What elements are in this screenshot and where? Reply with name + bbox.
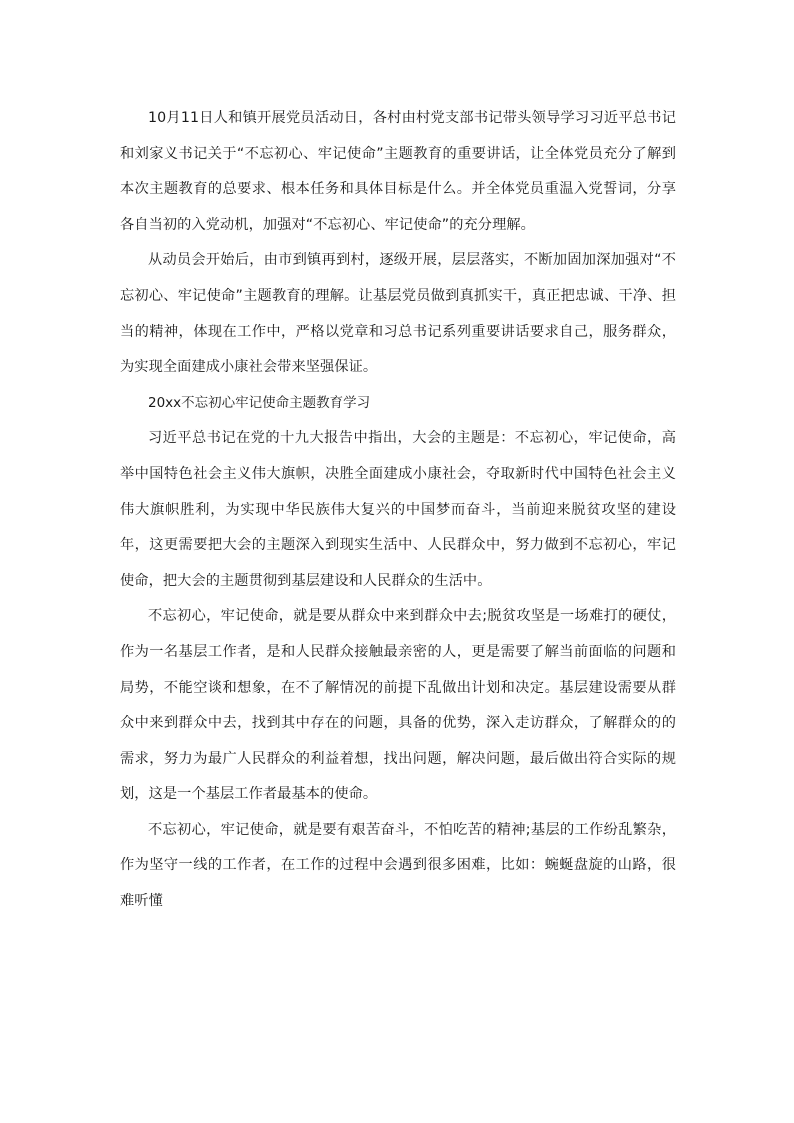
paragraph-mobilization: 从动员会开始后，由市到镇再到村，逐级开展，层层落实，不断加固加深加强对“不忘初心、牢记使命”主题教育的理解。让基层党员做到真抓实干，真正把忠诚、干净、担当的精神，体现在工作中，严格以党章和习总书记系列重要讲话要求自己，服务群众，为实现全面建成小康社会带来坚强保证。 — [120, 252, 676, 376]
paragraph-congress-theme: 习近平总书记在党的十九大报告中指出，大会的主题是：不忘初心，牢记使命，高举中国特色社会主义伟大旗帜，决胜全面建成小康社会，夺取新时代中国特色社会主义伟大旗帜胜利，为实现中华民族伟大复兴的中国梦而奋斗，当前迎来脱贫攻坚的建设年，这更需要把大会的主题深入到现实生活中、人民群众中，努力做到不忘初心，牢记使命，把大会的主题贯彻到基层建设和人民群众的生活中。 — [120, 430, 676, 589]
document-body — [120, 101, 676, 920]
section-heading: 20xx不忘初心牢记使命主题教育学习 — [148, 394, 371, 411]
paragraph-hard-work: 不忘初心，牢记使命，就是要有艰苦奋斗，不怕吃苦的精神;基层的工作纷乱繁杂，作为坚守一线的工作者，在工作的过程中会遇到很多困难，比如：蜿蜒盘旋的山路，很难听懂 — [120, 821, 676, 910]
paragraph-from-the-masses: 不忘初心，牢记使命，就是要从群众中来到群众中去;脱贫攻坚是一场难打的硬仗，作为一名基层工作者，是和人民群众接触最亲密的人，更是需要了解当前面临的问题和局势，不能空谈和想象，在不了解情况的前提下乱做出计划和决定。基层建设需要从群众中来到群众中去，找到其中存在的问题，具备的优势，深入走访群众，了解群众的的需求，努力为最广人民群众的利益着想，找出问题，解决问题，最后做出符合实际的规划，这是一个基层工作者最基本的使命。 — [120, 608, 676, 803]
paragraph-activity-day: 10月11日人和镇开展党员活动日，各村由村党支部书记带头领导学习习近平总书记和刘家义书记关于“不忘初心、牢记使命”主题教育的重要讲话，让全体党员充分了解到本次主题教育的总要求、根本任务和具体目标是什么。并全体党员重温入党誓词，分享各自当初的入党动机，加强对“不忘初心、牢记使命”的充分理解。 — [120, 110, 676, 233]
